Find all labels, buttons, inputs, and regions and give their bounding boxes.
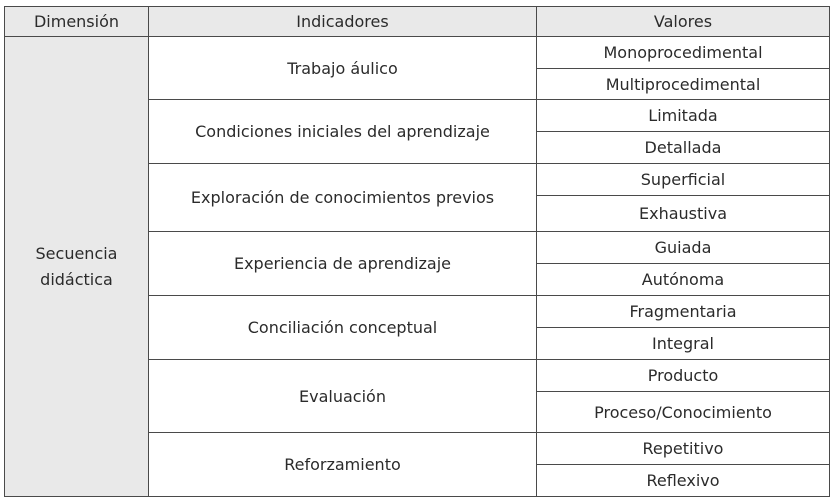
indicator-cell: Condiciones iniciales del aprendizaje [149, 100, 537, 164]
dimension-cell [5, 37, 149, 497]
indicator-cell: Exploración de conocimientos previos [149, 164, 537, 232]
header-indicators: Indicadores [149, 7, 537, 37]
value-cell: Guiada [537, 232, 830, 264]
indicator-cell: Evaluación [149, 360, 537, 433]
value-cell: Multiprocedimental [537, 69, 830, 100]
dimension-line-1: Secuencia [35, 243, 118, 263]
value-cell: Fragmentaria [537, 296, 830, 328]
value-cell: Limitada [537, 100, 830, 132]
indicator-cell: Experiencia de aprendizaje [149, 232, 537, 296]
value-cell: Autónoma [537, 264, 830, 296]
dimension-line-2: didáctica [40, 269, 113, 289]
value-cell: Monoprocedimental [537, 37, 830, 69]
value-cell: Producto [537, 360, 830, 392]
value-cell: Integral [537, 328, 830, 360]
value-cell: Proceso/Conocimiento [537, 392, 830, 433]
indicator-cell: Reforzamiento [149, 433, 537, 497]
value-cell: Reflexivo [537, 465, 830, 497]
value-cell: Exhaustiva [537, 196, 830, 232]
header-values: Valores [537, 7, 830, 37]
indicator-cell: Conciliación conceptual [149, 296, 537, 360]
value-cell: Superficial [537, 164, 830, 196]
value-cell: Detallada [537, 132, 830, 164]
header-row [5, 7, 830, 37]
table-row [5, 37, 830, 69]
indicator-cell: Trabajo áulico [149, 37, 537, 100]
header-dimension: Dimensión [5, 7, 149, 37]
value-cell: Repetitivo [537, 433, 830, 465]
indicators-table [4, 6, 830, 497]
